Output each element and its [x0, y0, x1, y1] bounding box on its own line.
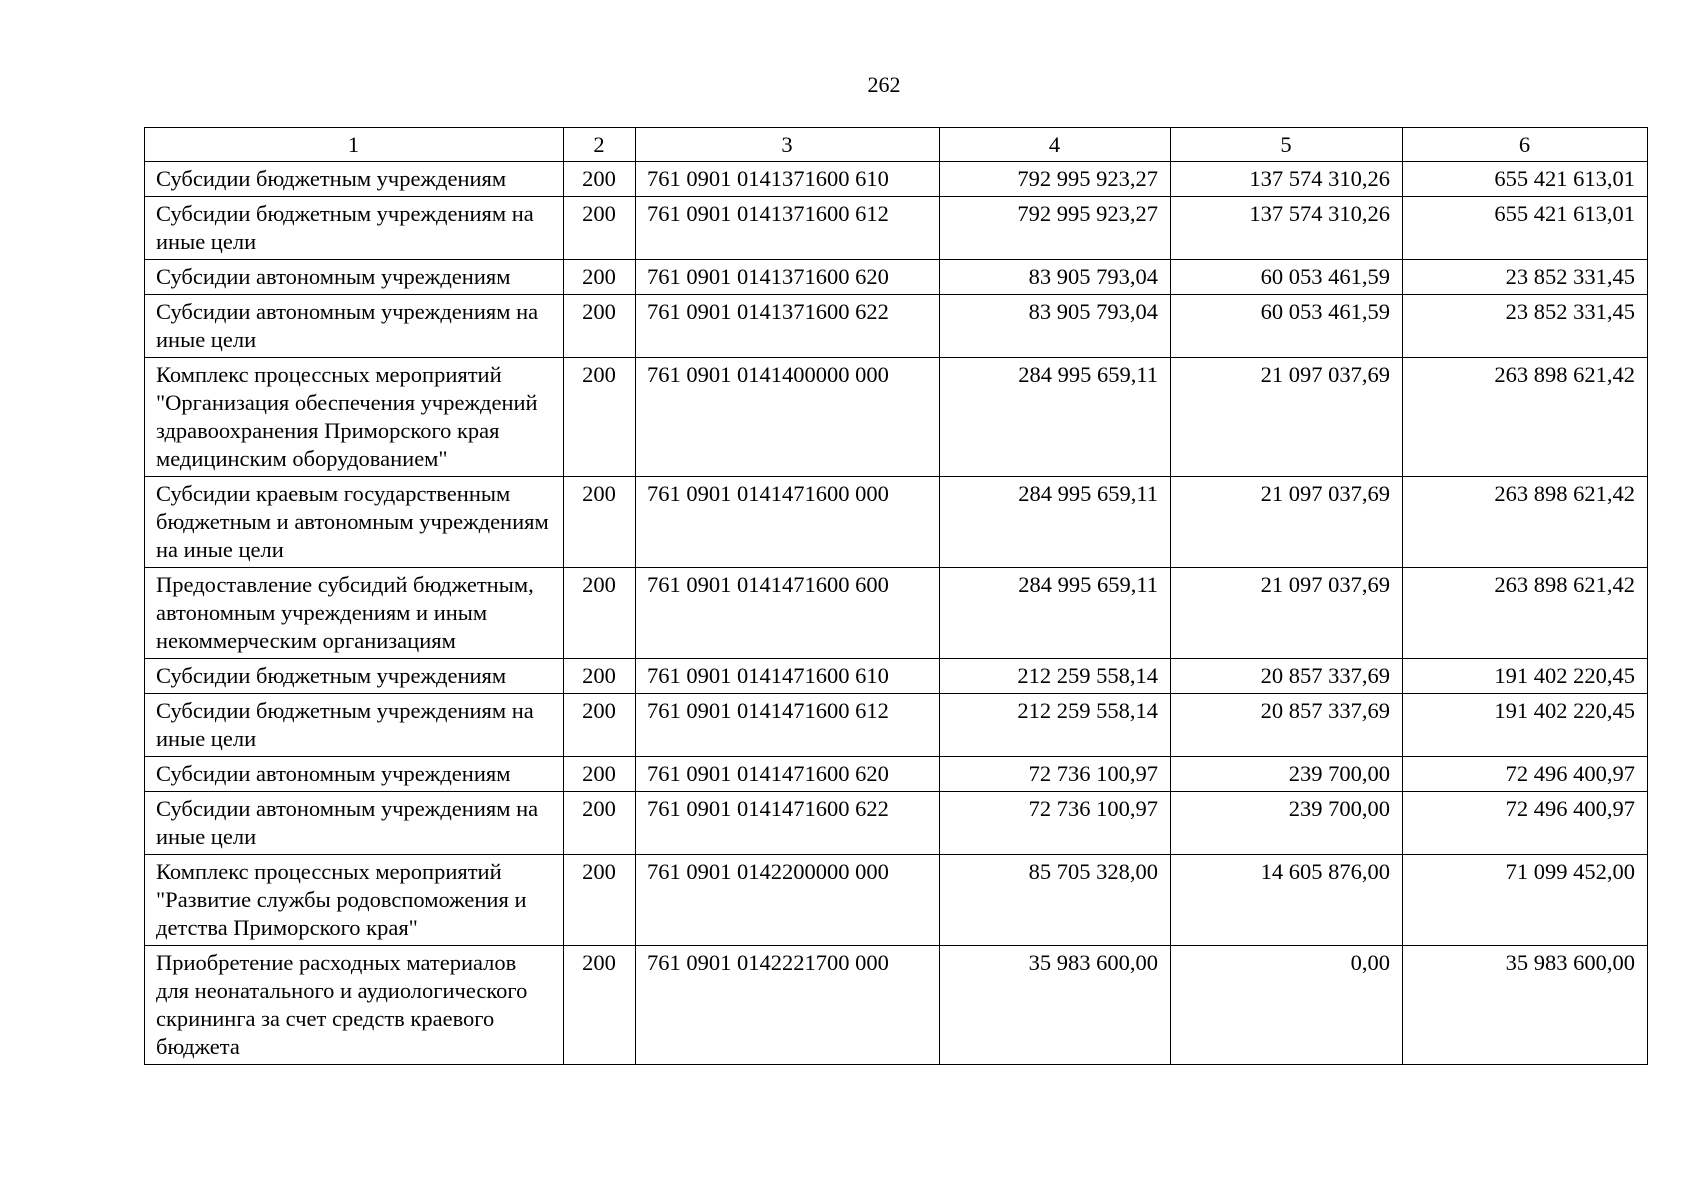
row-kbk-cell: 761 0901 0142221700 000 [636, 946, 940, 1065]
row-amount-col6-cell: 263 898 621,42 [1403, 358, 1648, 477]
row-code-cell: 200 [564, 855, 636, 946]
row-kbk-cell: 761 0901 0141471600 610 [636, 659, 940, 694]
row-name-cell: Субсидии бюджетным учреждениям на иные цели [145, 197, 564, 260]
header-col-5: 5 [1171, 128, 1403, 162]
row-amount-col4-cell: 85 705 328,00 [940, 855, 1171, 946]
row-amount-col4-cell: 212 259 558,14 [940, 694, 1171, 757]
row-amount-col6-cell: 72 496 400,97 [1403, 757, 1648, 792]
row-kbk-cell: 761 0901 0141471600 000 [636, 477, 940, 568]
row-name-cell: Субсидии бюджетным учреждениям на иные цели [145, 694, 564, 757]
row-amount-col6-cell: 71 099 452,00 [1403, 855, 1648, 946]
row-amount-col5-cell: 20 857 337,69 [1171, 694, 1403, 757]
header-col-6: 6 [1403, 128, 1648, 162]
row-amount-col5-cell: 0,00 [1171, 946, 1403, 1065]
row-code-cell: 200 [564, 757, 636, 792]
row-name-cell: Приобретение расходных материалов для неонатального и аудиологического скрининга за счет средств краевого бюджета [145, 946, 564, 1065]
row-code-cell: 200 [564, 477, 636, 568]
row-amount-col5-cell: 60 053 461,59 [1171, 295, 1403, 358]
row-kbk-cell: 761 0901 0141371600 620 [636, 260, 940, 295]
row-amount-col4-cell: 284 995 659,11 [940, 358, 1171, 477]
row-amount-col4-cell: 72 736 100,97 [940, 757, 1171, 792]
header-row [145, 128, 1648, 162]
row-amount-col5-cell: 21 097 037,69 [1171, 568, 1403, 659]
row-amount-col5-cell: 21 097 037,69 [1171, 477, 1403, 568]
table-row [145, 946, 1648, 1065]
row-code-cell: 200 [564, 295, 636, 358]
row-kbk-cell: 761 0901 0141471600 612 [636, 694, 940, 757]
row-name-cell: Субсидии автономным учреждениям на иные цели [145, 295, 564, 358]
row-amount-col5-cell: 60 053 461,59 [1171, 260, 1403, 295]
row-code-cell: 200 [564, 659, 636, 694]
header-col-1: 1 [145, 128, 564, 162]
table-row [145, 757, 1648, 792]
row-kbk-cell: 761 0901 0141471600 622 [636, 792, 940, 855]
header-col-2: 2 [564, 128, 636, 162]
row-amount-col4-cell: 72 736 100,97 [940, 792, 1171, 855]
row-code-cell: 200 [564, 694, 636, 757]
row-amount-col6-cell: 23 852 331,45 [1403, 260, 1648, 295]
table-row [145, 792, 1648, 855]
row-name-cell: Субсидии бюджетным учреждениям [145, 162, 564, 197]
row-code-cell: 200 [564, 197, 636, 260]
page-number: 262 [867, 72, 901, 97]
row-amount-col4-cell: 83 905 793,04 [940, 260, 1171, 295]
row-name-cell: Субсидии автономным учреждениям на иные цели [145, 792, 564, 855]
row-amount-col5-cell: 20 857 337,69 [1171, 659, 1403, 694]
row-amount-col5-cell: 21 097 037,69 [1171, 358, 1403, 477]
table-row [145, 358, 1648, 477]
row-amount-col6-cell: 72 496 400,97 [1403, 792, 1648, 855]
row-amount-col6-cell: 655 421 613,01 [1403, 162, 1648, 197]
table-body [145, 162, 1648, 1065]
row-name-cell: Субсидии бюджетным учреждениям [145, 659, 564, 694]
row-amount-col4-cell: 792 995 923,27 [940, 162, 1171, 197]
row-kbk-cell: 761 0901 0141371600 610 [636, 162, 940, 197]
row-amount-col6-cell: 263 898 621,42 [1403, 477, 1648, 568]
table-header [145, 128, 1648, 162]
row-amount-col6-cell: 35 983 600,00 [1403, 946, 1648, 1065]
table-row [145, 694, 1648, 757]
row-code-cell: 200 [564, 792, 636, 855]
table-row [145, 477, 1648, 568]
row-kbk-cell: 761 0901 0142200000 000 [636, 855, 940, 946]
table-row [145, 260, 1648, 295]
row-amount-col5-cell: 14 605 876,00 [1171, 855, 1403, 946]
row-amount-col6-cell: 23 852 331,45 [1403, 295, 1648, 358]
row-code-cell: 200 [564, 162, 636, 197]
row-amount-col4-cell: 83 905 793,04 [940, 295, 1171, 358]
row-amount-col6-cell: 191 402 220,45 [1403, 659, 1648, 694]
row-amount-col6-cell: 655 421 613,01 [1403, 197, 1648, 260]
table-row [145, 659, 1648, 694]
row-code-cell: 200 [564, 358, 636, 477]
row-amount-col4-cell: 35 983 600,00 [940, 946, 1171, 1065]
row-kbk-cell: 761 0901 0141471600 600 [636, 568, 940, 659]
row-amount-col4-cell: 792 995 923,27 [940, 197, 1171, 260]
row-amount-col4-cell: 212 259 558,14 [940, 659, 1171, 694]
budget-table [144, 127, 1648, 1065]
table-row [145, 197, 1648, 260]
row-name-cell: Предоставление субсидий бюджетным, автономным учреждениям и иным некоммерческим организациям [145, 568, 564, 659]
row-name-cell: Комплекс процессных мероприятий "Организация обеспечения учреждений здравоохранения Приморского края медицинским оборудованием" [145, 358, 564, 477]
row-name-cell: Комплекс процессных мероприятий "Развитие службы родовспоможения и детства Приморского края" [145, 855, 564, 946]
row-code-cell: 200 [564, 946, 636, 1065]
row-amount-col6-cell: 191 402 220,45 [1403, 694, 1648, 757]
row-amount-col5-cell: 239 700,00 [1171, 792, 1403, 855]
table-row [145, 162, 1648, 197]
row-kbk-cell: 761 0901 0141371600 612 [636, 197, 940, 260]
row-amount-col4-cell: 284 995 659,11 [940, 477, 1171, 568]
table-row [145, 855, 1648, 946]
row-kbk-cell: 761 0901 0141400000 000 [636, 358, 940, 477]
table-row [145, 568, 1648, 659]
row-amount-col5-cell: 239 700,00 [1171, 757, 1403, 792]
table-row [145, 295, 1648, 358]
row-amount-col4-cell: 284 995 659,11 [940, 568, 1171, 659]
row-amount-col5-cell: 137 574 310,26 [1171, 197, 1403, 260]
header-col-4: 4 [940, 128, 1171, 162]
row-name-cell: Субсидии автономным учреждениям [145, 757, 564, 792]
row-code-cell: 200 [564, 260, 636, 295]
row-kbk-cell: 761 0901 0141471600 620 [636, 757, 940, 792]
row-kbk-cell: 761 0901 0141371600 622 [636, 295, 940, 358]
row-name-cell: Субсидии краевым государственным бюджетным и автономным учреждениям на иные цели [145, 477, 564, 568]
row-code-cell: 200 [564, 568, 636, 659]
row-name-cell: Субсидии автономным учреждениям [145, 260, 564, 295]
row-amount-col5-cell: 137 574 310,26 [1171, 162, 1403, 197]
row-amount-col6-cell: 263 898 621,42 [1403, 568, 1648, 659]
header-col-3: 3 [636, 128, 940, 162]
